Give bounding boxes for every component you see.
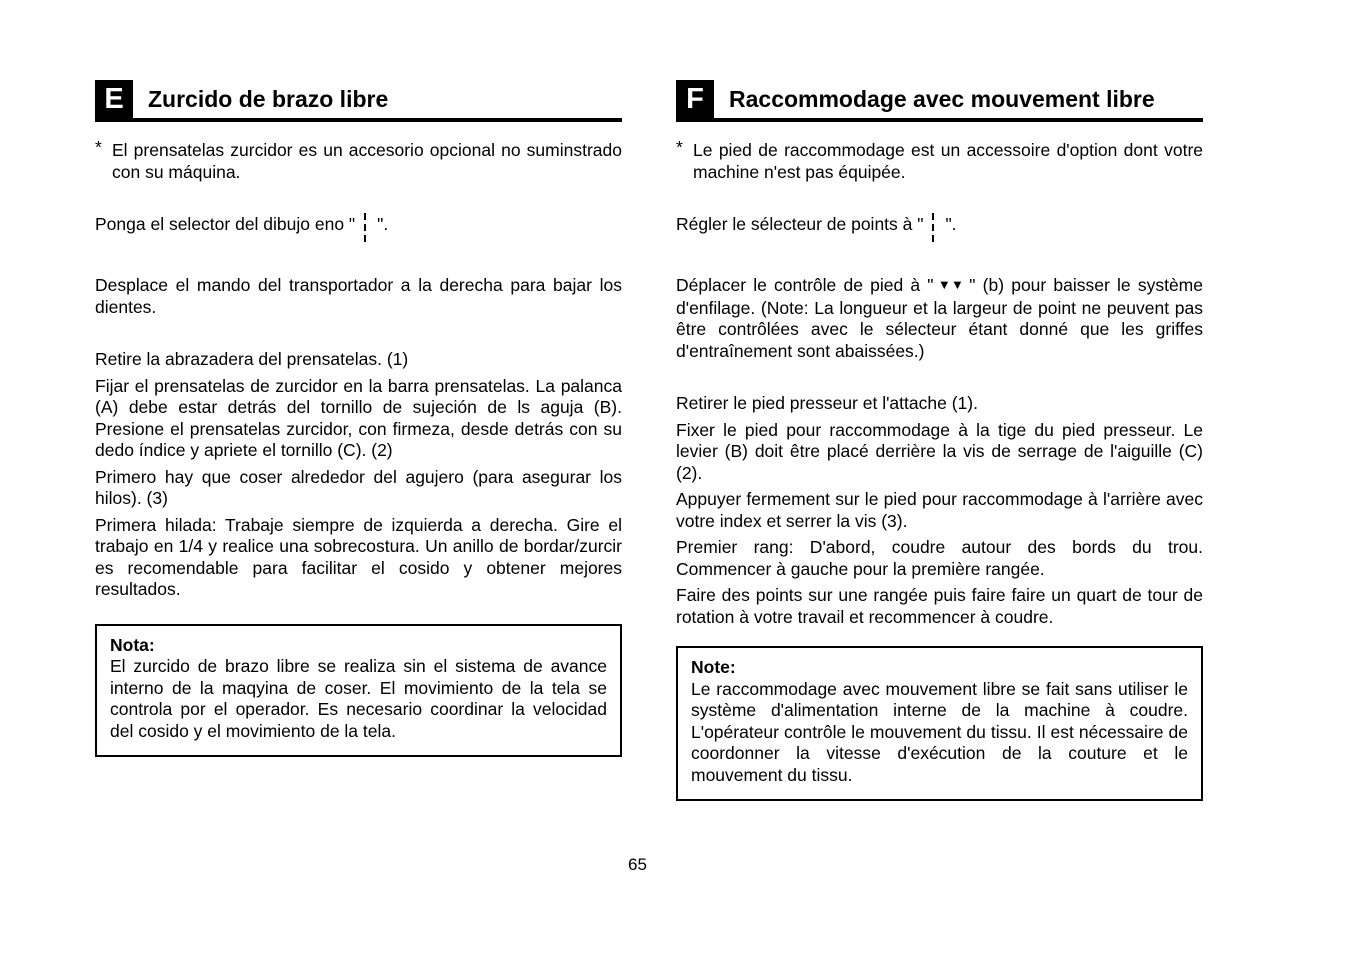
spanish-title: Zurcido de brazo libre	[148, 85, 389, 112]
spanish-paragraph-accessory	[95, 137, 622, 183]
spanish-paragraph-feed-dog: Desplace el mando del transportador a la derecha para bajar los dientes.	[95, 275, 622, 317]
spanish-selector-text-after: ".	[377, 214, 389, 234]
french-feed-text-after: " (b) pour baisser le système d'enfilage. (Note: La longueur et la largeur de point ne peuvent pas être contrôlées avec le sélecteur étant donné que les griffes d'entraînement sont abaissées.)	[676, 275, 1203, 361]
footnote-asterisk: *	[676, 137, 683, 157]
spanish-note-title: Nota:	[110, 634, 155, 655]
french-feed-text-before: Déplacer le contrôle de pied à "	[676, 275, 934, 295]
footnote-asterisk: *	[95, 137, 102, 157]
french-paragraph-first-row: Premier rang: D'abord, coudre autour des bords du trou. Commencer à gauche pour la première rangée.	[676, 537, 1203, 579]
feed-dog-lowered-icon: ▼▼	[935, 277, 965, 292]
spanish-section	[95, 80, 622, 757]
spanish-accessory-text: El prensatelas zurcidor es un accesorio opcional no suminstrado con su máquina.	[112, 140, 622, 182]
french-section	[676, 80, 1203, 801]
french-selector-text-before: Régler le sélecteur de points à "	[676, 214, 924, 234]
spanish-header	[95, 80, 622, 122]
spanish-note-text: El zurcido de brazo libre se realiza sin el sistema de avance interno de la maqyina de coser. El movimiento de la tela se controla por el operador. Es necesario coordinar la velocidad del cosido y el movimiento de la tela.	[110, 656, 607, 741]
spanish-paragraph-first-row: Primera hilada: Trabaje siempre de izquierda a derecha. Gire el trabajo en 1/4 y realice una sobrecostura. Un anillo de bordar/zurcir es recomendable para facilitar el cosido y obtener mejores resultados.	[95, 514, 622, 599]
straight-stitch-symbol	[932, 213, 934, 245]
french-header	[676, 80, 1203, 122]
french-paragraph-quarter-turn: Faire des points sur une rangée puis faire faire un quart de tour de rotation à votre travail et recommencer à coudre.	[676, 585, 1203, 627]
straight-stitch-symbol	[364, 213, 366, 245]
french-paragraph-attach-foot: Fixer le pied pour raccommodage à la tige du pied presseur. Le levier (B) doit être placé derrière la vis de serrage de l'aiguille (C) (2).	[676, 419, 1203, 483]
spanish-paragraph-attach-foot: Fijar el prensatelas de zurcidor en la barra prensatelas. La palanca (A) debe estar detrás del tornillo de sujeción de ls aguja (B). Presione el prensatelas zurcidor, con firmeza, desde detrás con su dedo índice y apriete el tornillo (C). (2)	[95, 375, 622, 460]
french-note-text: Le raccommodage avec mouvement libre se fait sans utiliser le système d'alimentation interne de la machine à coudre. L'opérateur contrôle le mouvement du tissu. Il est nécessaire de coordonner la vitesse d'exécution de la couture et le mouvement du tissu.	[691, 678, 1188, 785]
french-paragraph-accessory	[676, 137, 1203, 183]
french-paragraph-selector	[676, 213, 1203, 245]
french-accessory-text: Le pied de raccommodage est un accessoire d'option dont votre machine n'est pas équipée.	[693, 140, 1203, 182]
french-note-box	[676, 646, 1203, 801]
spanish-selector-text-before: Ponga el selector del dibujo eno "	[95, 214, 356, 234]
french-paragraph-press-foot: Appuyer fermement sur le pied pour raccommodage à l'arrière avec votre index et serrer la vis (3).	[676, 489, 1203, 531]
spanish-paragraph-remove-foot: Retire la abrazadera del prensatelas. (1)	[95, 349, 409, 369]
spanish-note-box	[95, 624, 622, 758]
french-paragraph-feed-dog	[676, 275, 1203, 362]
spanish-paragraph-selector	[95, 213, 622, 245]
spanish-paragraph-sew-hole: Primero hay que coser alrededor del agujero (para asegurar los hilos). (3)	[95, 466, 622, 508]
section-badge-e: E	[95, 80, 133, 118]
french-note-title: Note:	[691, 657, 736, 677]
section-badge-f: F	[676, 80, 714, 118]
page-number: 65	[628, 855, 647, 874]
french-selector-text-after: ".	[945, 214, 957, 234]
french-paragraph-remove-foot: Retirer le pied presseur et l'attache (1).	[676, 393, 978, 413]
french-title: Raccommodage avec mouvement libre	[729, 85, 1155, 112]
